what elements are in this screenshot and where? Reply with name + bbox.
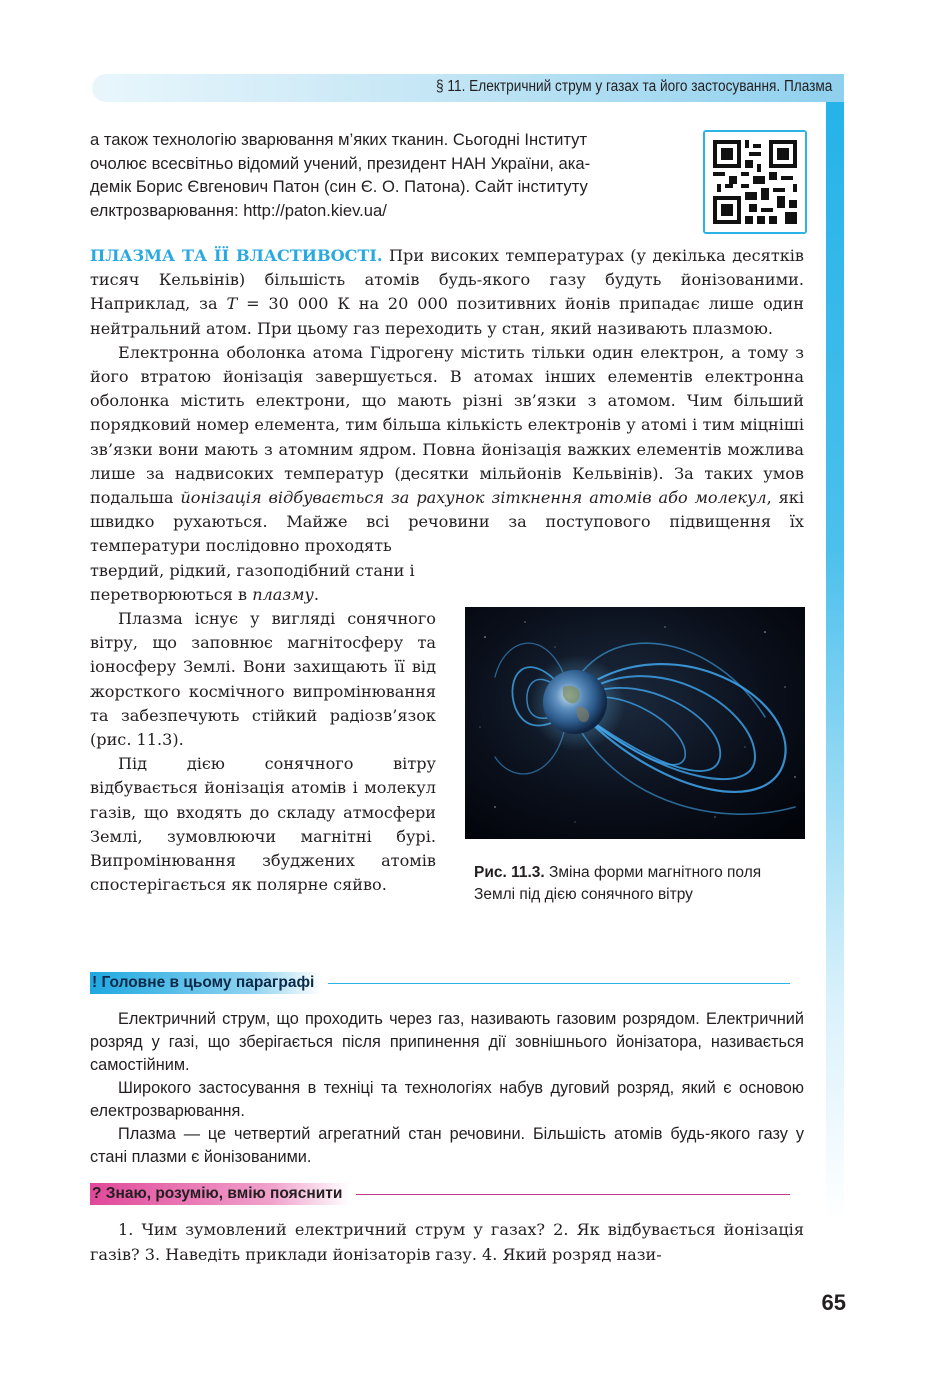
plasma-paragraph-4: Під дією сонячного вітру відбувається йонізація атомів і молекул газів, що входять до складу атмосфери Землі, зумовлюючи магнітні бурі. Випромінювання збуджених атомів спостерігається як полярне сяйво. [90, 754, 436, 895]
quiz-questions: 1. Чим зумовлений електричний струм у газах? 2. Як відбувається йонізація газів? 3. Наведіть приклади йонізаторів газу. 4. Який розряд нази- [90, 1220, 804, 1264]
qr-code[interactable] [703, 130, 807, 234]
plasma-paragraph-3: Плазма існує у вигляді сонячного вітру, що заповнює магнітосферу та іоносферу Землі. Вони захищають її від жорсткого космічного випромінювання та забезпечують стійкий радіозв’язок (рис. 11.3). [90, 609, 436, 750]
running-header [92, 74, 844, 102]
text-run: . [313, 584, 319, 604]
magnetosphere-illustration [465, 607, 805, 839]
quiz-heading [90, 1182, 790, 1206]
quiz-heading-rule [356, 1194, 790, 1195]
intro-line: демік Борис Євгенович Патон (син Є. О. Патона). Сайт інституту [90, 177, 588, 196]
figure-label: Рис. 11.3. [474, 864, 545, 881]
summary-paragraph-1: Електричний струм, що проходить через газ, називають газовим розрядом. Електричний розряд у газі, що зберігається після припинення дії зовнішнього йонізатора, називається самостійним. [90, 1010, 804, 1074]
summary-heading [90, 971, 790, 995]
figure-magnetosphere [465, 607, 805, 839]
intro-line: очолює всесвітньо відомий учений, президент НАН України, ака- [90, 153, 591, 173]
page-number: 65 [821, 1290, 846, 1315]
text-run: , які швидко рухаються. Майже всі речовини за поступового підвищення їх температури послідовно проходять [90, 488, 804, 556]
intro-line: а також технологію зварювання м’яких тканин. Сьогодні Інститут [90, 130, 588, 149]
summary-heading-label: ! Головне в цьому параграфі [90, 972, 322, 994]
variable-t: T [226, 294, 238, 314]
figure-caption-text: Зміна форми магнітного поля Землі під дією сонячного вітру [474, 864, 762, 903]
section-heading-plasma: ПЛАЗМА ТА ЇЇ ВЛАСТИВОСТІ. [90, 246, 383, 265]
quiz-block [90, 1218, 804, 1267]
intro-line: елктрозварювання: http://paton.kiev.ua/ [90, 200, 387, 220]
summary-block [90, 1008, 804, 1169]
side-accent-bar [826, 102, 844, 1222]
intro-paragraph [90, 128, 690, 222]
text-run: Електронна оболонка атома Гідрогену містить тільки один електрон, а тому з його втратою йонізація завершується. В атомах інших елементів електронна оболонка містить електрони, що мають різні зв’язки з атомом. Чим більший порядковий номер елемента, тим більша кількість електронів у атомі і тим міцніші зв’язки вони мають з атомним ядром. Повна йонізація важких елементів можлива лише за надвисоких температур (десятки мільйонів Кельвінів). За таких умов подальша [90, 342, 804, 508]
plasma-paragraph-1 [90, 244, 804, 341]
quiz-heading-label: ? Знаю, розумію, вмію пояснити [90, 1183, 350, 1205]
summary-paragraph-2: Широкого застосування в техніці та технологіях набув дуговий розряд, який є основою електрозварювання. [90, 1079, 804, 1120]
summary-paragraph-3: Плазма — це четвертий агрегатний стан речовини. Більшість атомів будь-якого газу у стані плазми є йонізованими. [90, 1125, 804, 1166]
qr-code-icon [705, 132, 805, 232]
text-run: твердий, рідкий, газоподібний стани і перетворюються в [90, 560, 415, 604]
text-run: = 30 000 К на 20 000 позитивних йонів припадає лише один нейтральний атом. При цьому газ переходить у стан, який називають плазмою. [90, 294, 804, 338]
running-header-title: § 11. Електричний струм у газах та його застосування. Плазма [435, 78, 832, 95]
emphasis: йонізація відбувається за рахунок зіткнення атомів або молекул [180, 488, 767, 508]
emphasis: плазму [252, 584, 314, 604]
summary-heading-rule [328, 983, 790, 984]
plasma-paragraph-2-tail [90, 559, 436, 607]
figure-caption [474, 862, 804, 906]
plasma-paragraph-2 [90, 341, 804, 559]
text-run: При високих температурах (у декілька десятків тисяч Кельвінів) більшість атомів будь-якого газу будуть йонізованими. Наприклад, за [90, 246, 804, 314]
